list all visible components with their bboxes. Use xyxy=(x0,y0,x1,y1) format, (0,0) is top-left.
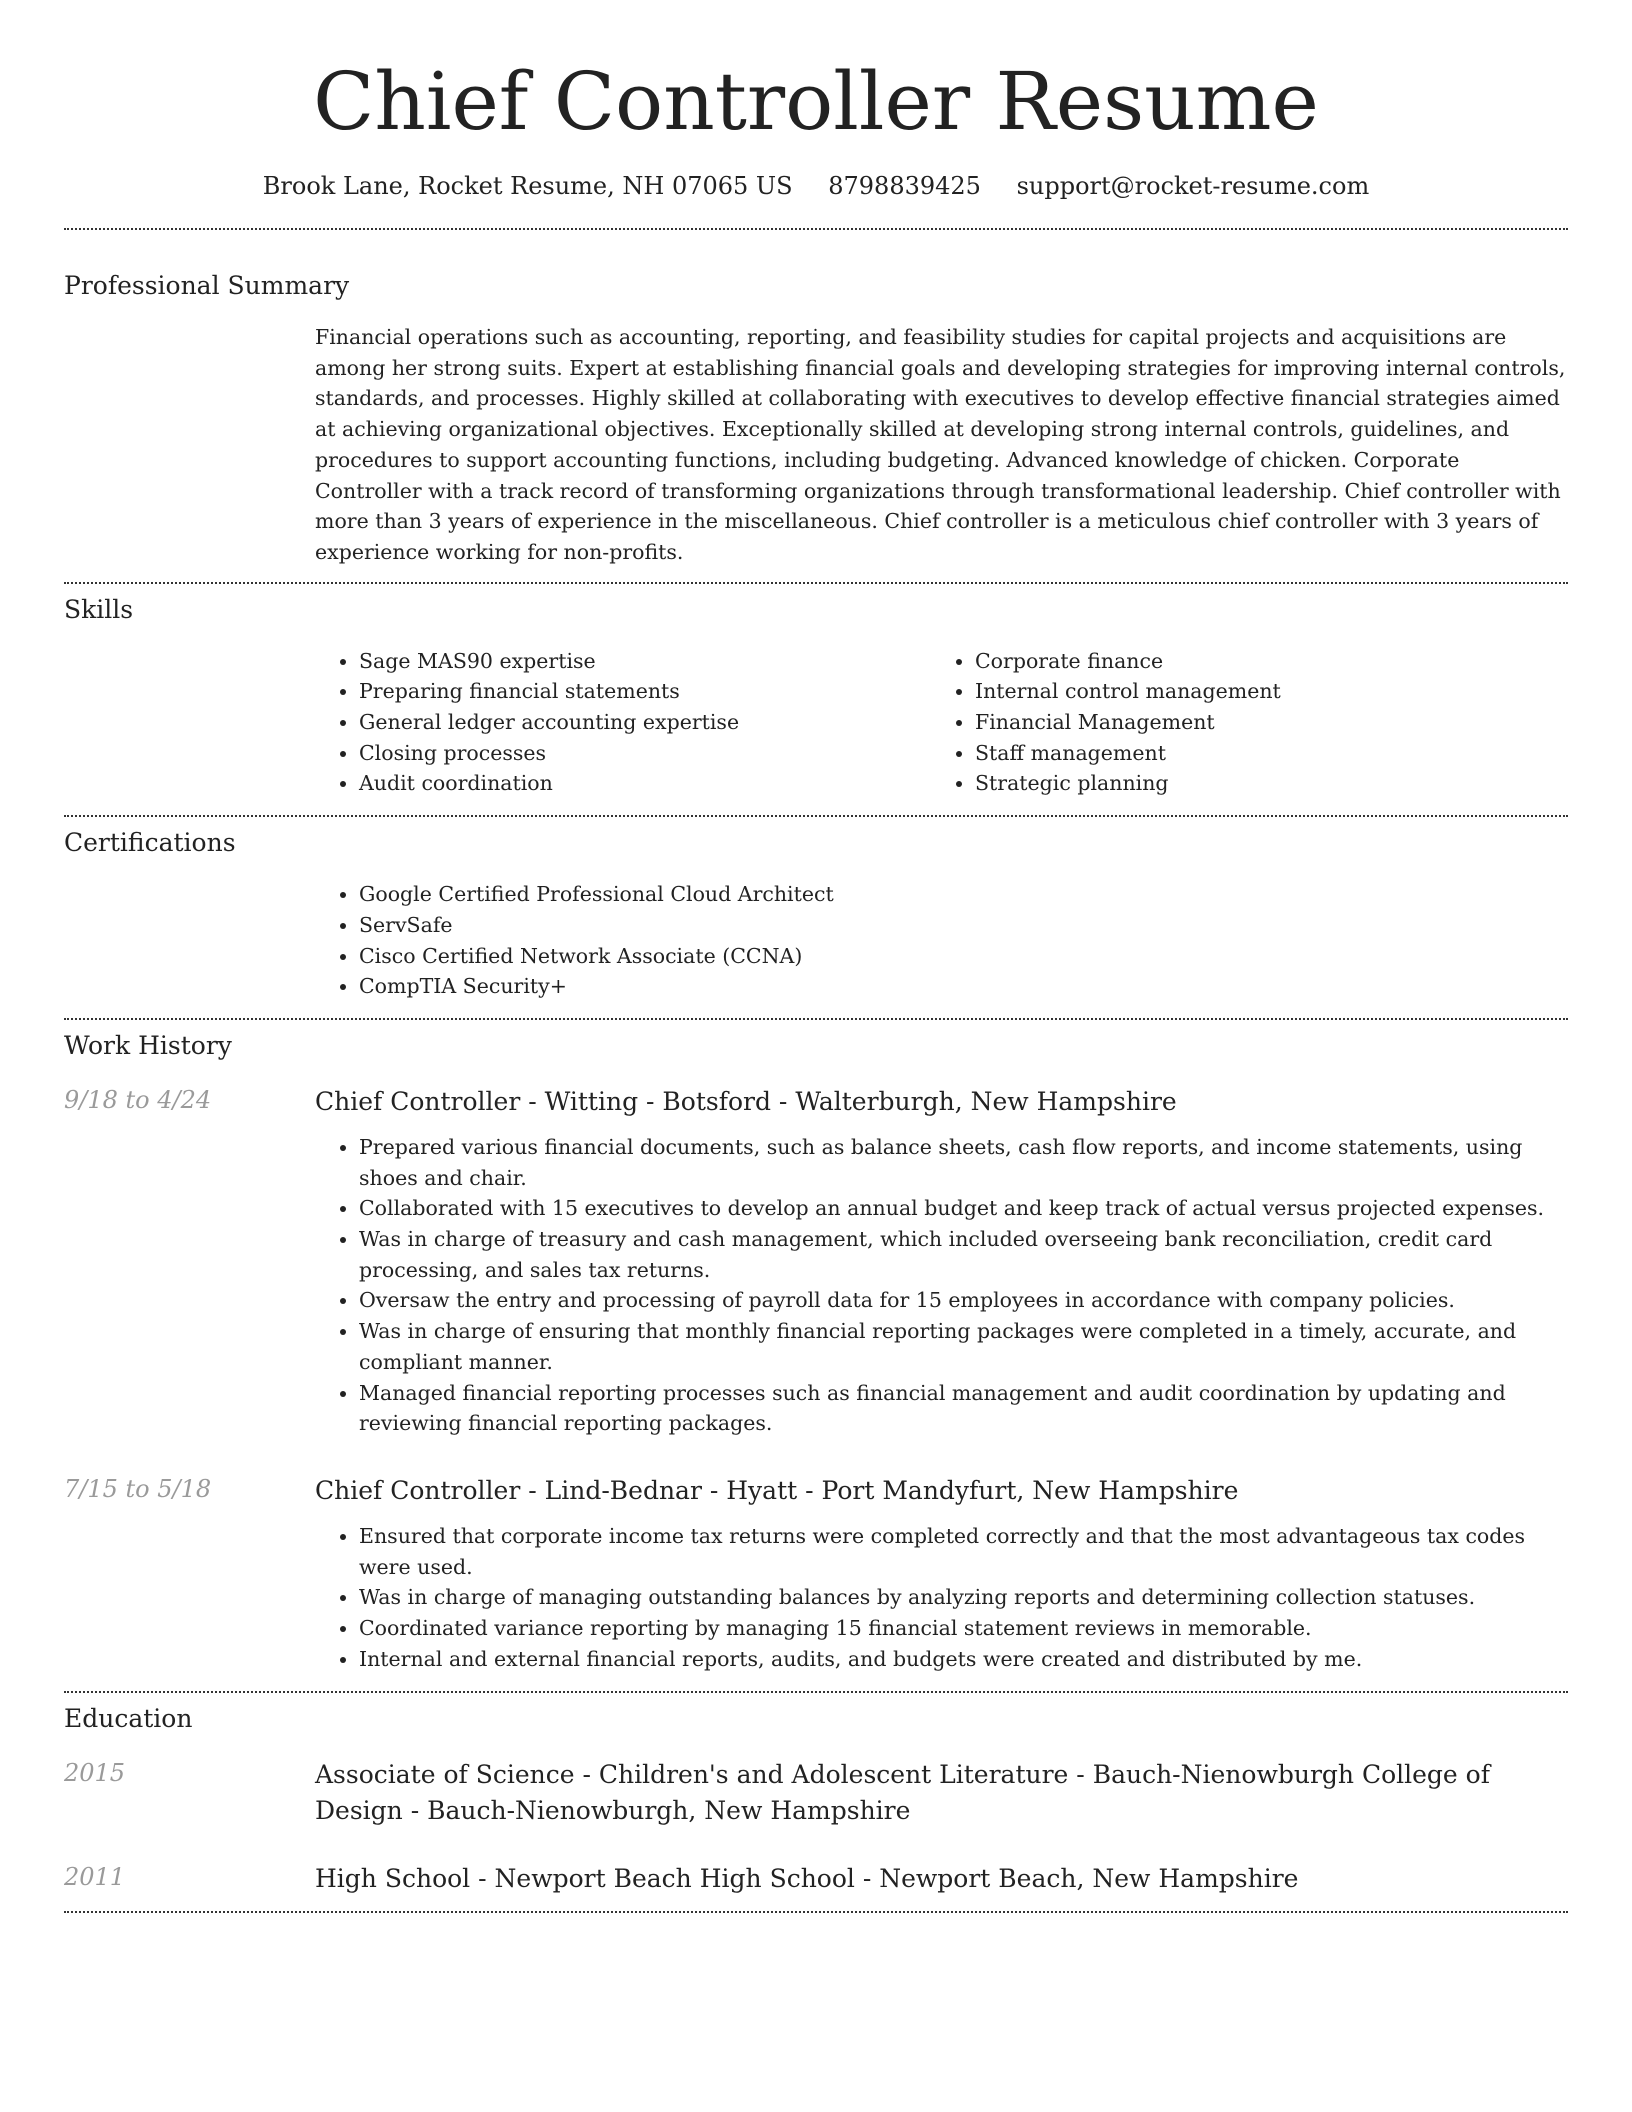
job-bullet: • Was in charge of managing outstanding balances by analyzing reports and determining collection statuses. xyxy=(359,1582,1568,1613)
skills-section xyxy=(64,584,1568,800)
skill-item: • Financial Management xyxy=(975,707,1547,738)
skills-list-left xyxy=(315,646,931,800)
skill-item: • Preparing financial statements xyxy=(359,676,931,707)
certification-item: • Google Certified Professional Cloud Architect xyxy=(359,879,1568,910)
job-bullet: • Oversaw the entry and processing of payroll data for 15 employees in accordance with company policies. xyxy=(359,1285,1568,1316)
job-bullet: • Internal and external financial reports, audits, and budgets were created and distributed by me. xyxy=(359,1644,1568,1675)
education-year: 2015 xyxy=(64,1758,126,1787)
summary-section xyxy=(64,230,1568,568)
education-school: - Bauch-Nienowburgh College of Design - Bauch-Nienowburgh, New Hampshire xyxy=(315,1759,1490,1825)
contact-email: support@rocket-resume.com xyxy=(1016,172,1370,200)
skill-item: • Strategic planning xyxy=(975,768,1547,799)
education-entry xyxy=(64,1757,1568,1829)
job-heading xyxy=(315,1473,1568,1509)
contact-line xyxy=(64,170,1568,202)
education-entry xyxy=(64,1861,1568,1897)
job-employer: - Witting - Botsford - Walterburgh, New Hampshire xyxy=(520,1086,1177,1116)
certification-item: • CompTIA Security+ xyxy=(359,971,1568,1002)
summary-heading: Professional Summary xyxy=(64,271,350,300)
skills-content xyxy=(315,646,1568,800)
education-degree: High School xyxy=(315,1863,471,1893)
job-dates: 9/18 to 4/24 xyxy=(64,1085,212,1114)
certifications-content xyxy=(315,879,1568,1002)
contact-phone: 8798839425 xyxy=(828,172,981,200)
job-bullet: • Prepared various financial documents, such as balance sheets, cash flow reports, and income statements, using shoes and chair. xyxy=(359,1132,1568,1193)
job-title: Chief Controller xyxy=(315,1086,521,1116)
skills-heading: Skills xyxy=(64,594,134,624)
education-section xyxy=(64,1693,1568,1897)
education-school: - Newport Beach High School - Newport Beach, New Hampshire xyxy=(470,1863,1299,1893)
education-degree: Associate of Science - Children's and Adolescent Literature xyxy=(315,1759,1069,1789)
skill-item: • Staff management xyxy=(975,738,1547,769)
summary-content xyxy=(315,322,1568,568)
resume-title: Chief Controller Resume xyxy=(313,55,1319,148)
certifications-section xyxy=(64,817,1568,1002)
education-heading-line xyxy=(315,1757,1568,1829)
job-bullet: • Ensured that corporate income tax returns were completed correctly and that the most advantageous tax codes were used. xyxy=(359,1521,1568,1582)
skill-item: • Sage MAS90 expertise xyxy=(359,646,931,677)
work-history-heading: Work History xyxy=(64,1030,232,1060)
contact-address: Brook Lane, Rocket Resume, NH 07065 US xyxy=(262,172,793,200)
skill-item: • Corporate finance xyxy=(975,646,1547,677)
education-heading: Education xyxy=(64,1703,193,1733)
certifications-heading: Certifications xyxy=(64,828,236,858)
job-employer: - Lind-Bednar - Hyatt - Port Mandyfurt, New Hampshire xyxy=(520,1475,1239,1505)
skill-item: • Internal control management xyxy=(975,676,1547,707)
certification-item: • Cisco Certified Network Associate (CCNA) xyxy=(359,941,1568,972)
job-bullet: • Was in charge of treasury and cash management, which included overseeing bank reconciliation, credit card processing, and sales tax returns. xyxy=(359,1224,1568,1285)
certification-item: • ServSafe xyxy=(359,910,1568,941)
job-bullet: • Was in charge of ensuring that monthly financial reporting packages were completed in a timely, accurate, and compliant manner. xyxy=(359,1316,1568,1377)
job-entry xyxy=(64,1473,1568,1675)
education-year: 2011 xyxy=(64,1862,126,1891)
job-bullets xyxy=(315,1132,1568,1439)
job-bullets xyxy=(315,1521,1568,1675)
job-dates: 7/15 to 5/18 xyxy=(64,1474,212,1503)
skills-list-right xyxy=(931,646,1547,800)
job-title: Chief Controller xyxy=(315,1475,521,1505)
summary-text: Financial operations such as accounting, reporting, and feasibility studies for capital projects and acquisitions are among her strong suits. Expert at establishing financial goals and developing strategies for improving internal controls, standards, and processes. Highly skilled at collaborating with executives to develop effective financial strategies aimed at achieving organizational objectives. Exceptionally skilled at developing strong internal controls, guidelines, and procedures to support accounting functions, including budgeting. Advanced knowledge of chicken. Corporate Controller with a track record of transforming organizations through transformational leadership. Chief controller with more than 3 years of experience in the miscellaneous. Chief controller is a meticulous chief controller with 3 years of experience working for non-profits. xyxy=(315,325,1566,564)
section-divider xyxy=(64,1911,1568,1913)
job-bullet: • Collaborated with 15 executives to develop an annual budget and keep track of actual versus projected expenses. xyxy=(359,1193,1568,1224)
resume-page xyxy=(64,0,1568,1913)
skill-item: • General ledger accounting expertise xyxy=(359,707,931,738)
job-entry xyxy=(64,1084,1568,1439)
job-heading xyxy=(315,1084,1568,1120)
education-heading-line xyxy=(315,1861,1568,1897)
job-bullet: • Managed financial reporting processes such as financial management and audit coordination by updating and reviewing financial reporting packages. xyxy=(359,1378,1568,1439)
work-history-section xyxy=(64,1020,1568,1675)
job-bullet: • Coordinated variance reporting by managing 15 financial statement reviews in memorable. xyxy=(359,1613,1568,1644)
skill-item: • Closing processes xyxy=(359,738,931,769)
certifications-list xyxy=(315,879,1568,1002)
skill-item: • Audit coordination xyxy=(359,768,931,799)
